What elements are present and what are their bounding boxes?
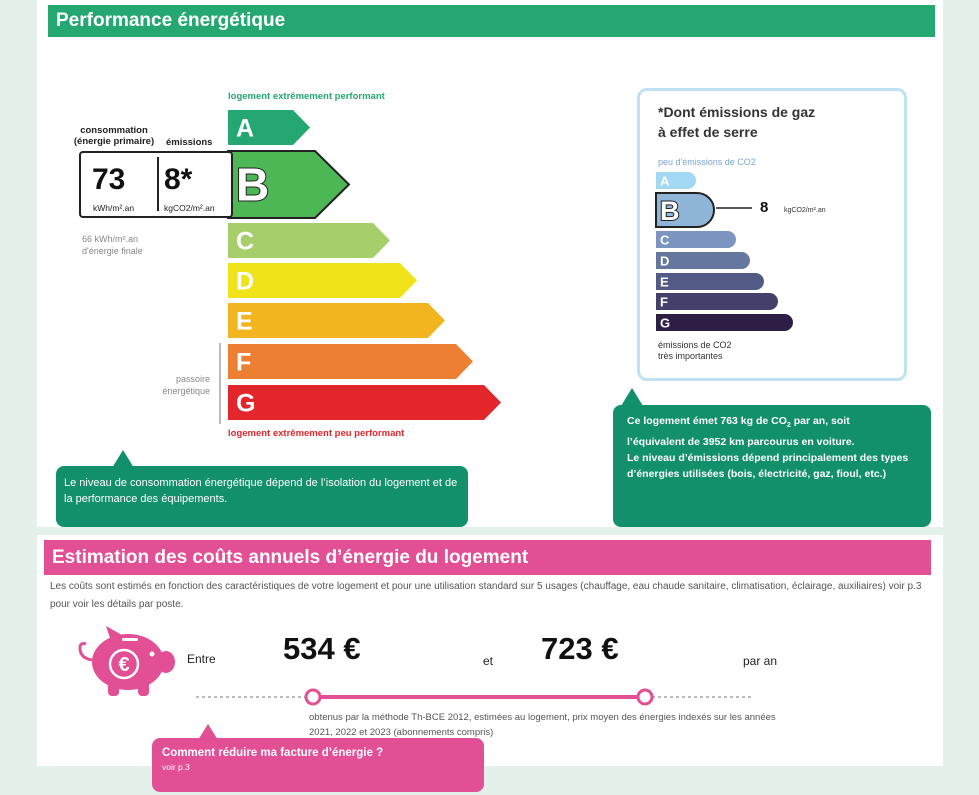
consumption-tip-text: Le niveau de consommation énergétique dépend de l’isolation du logement et de la performance des équipements. [64,477,458,505]
label-extremely-efficient: logement extrêmement performant [228,91,385,102]
max-marker [638,690,652,704]
co2-subscript: 2 [786,422,791,430]
co2-class-c-label: C [660,232,670,248]
co2-value: 8 [760,199,769,216]
energy-class-g-label: G [236,389,256,418]
emissions-value: 8* [164,163,193,196]
co2-tip-line3: Le niveau d’émissions dépend principalement des types d’énergies utilisées (bois, électricité, gaz, fioul, etc.) [627,452,909,481]
consumption-value: 73 [92,163,126,196]
label-extremely-inefficient: logement extrêmement peu performant [228,428,405,439]
co2-class-g-label: G [660,315,671,331]
word-between: Entre [187,652,216,666]
passoire-label: passoire énergétique [162,374,210,396]
co2-title: *Dont émissions de gaz à effet de serre [658,104,816,140]
energy-class-f-label: F [236,348,252,377]
min-marker [306,690,320,704]
costs-method: obtenus par la méthode Th-BCE 2012, estimées au logement, prix moyen des énergies indexés sur les années 2021, 2022 et 2023 (abonnements compris) [309,712,776,738]
reduce-bill-link[interactable]: voir p.3 [162,762,190,772]
co2-tip-line1: Ce logement émet 763 kg de $CO_2$ par an, soit [627,415,850,430]
costs-description: Les coûts sont estimés en fonction des caractéristiques de votre logement et pour une utilisation standard sur 5 usages (chauffage, eau chaude sanitaire, climatisation, éclairage, auxiliaires) voir p.3 pour voir les détails par poste. [50,581,922,610]
piggy-euro-symbol: € [118,654,130,676]
costs-header [44,540,931,575]
co2-class-f-label: F [660,294,668,310]
co2-tip-line2: l’équivalent de 3952 km parcourus en voiture. [627,436,855,449]
word-and: et [483,654,494,668]
co2-tip-pointer [621,388,643,406]
emissions-unit: kgCO2/m².an [164,203,215,213]
piggy-bank-icon [72,626,176,696]
reduce-bill-tip[interactable] [152,738,484,792]
co2-label-low: peu d'émissions de CO2 [658,157,756,167]
energy-class-e-label: E [236,307,253,336]
co2-label-high: émissions de CO2 très importantes [658,340,732,361]
consumption-unit: kWh/m².an [93,203,135,213]
energy-class-c-label: C [236,227,255,256]
emissions-column-label: émissions [166,137,213,148]
co2-class-g-bar [656,314,793,331]
co2-tip [613,405,931,527]
max-cost: 723 € [541,631,619,666]
energy-class-b-label: B [236,158,270,211]
co2-class-a-label: A [660,173,670,189]
costs-title: Estimation des coûts annuels d’énergie du logement [52,546,529,568]
co2-class-e-label: E [660,274,669,290]
reduce-bill-title: Comment réduire ma facture d’énergie ? [162,747,384,759]
final-energy: 66 kWh/m².an d'énergie finale [82,234,143,256]
energy-class-a-label: A [236,114,255,143]
co2-class-b-label: B [660,196,680,226]
per-year: par an [743,654,778,668]
co2-class-d-label: D [660,253,670,269]
performance-title: Performance énergétique [56,10,286,31]
co2-class-e-bar [656,273,764,290]
min-cost: 534 € [283,631,361,666]
energy-class-d-label: D [236,267,255,296]
cost-range-line [190,688,760,708]
co2-class-f-bar [656,293,778,310]
consumption-column-label: consommation (énergie primaire) [73,125,155,147]
co2-unit: kgCO2/m².an [784,207,826,214]
co2-class-d-bar [656,252,750,269]
